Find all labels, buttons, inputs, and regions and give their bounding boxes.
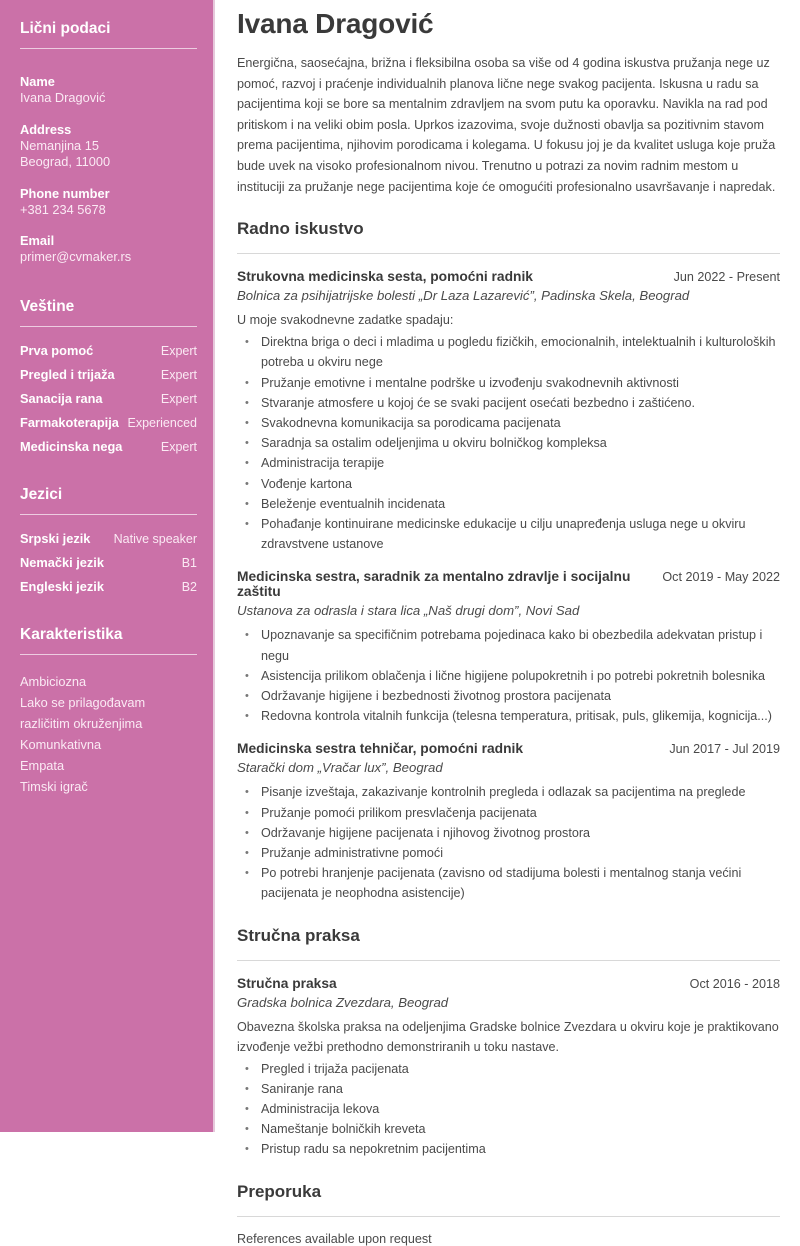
job-dates: Jun 2022 - Present — [673, 270, 780, 285]
experience-jobs — [237, 269, 780, 903]
reference-text: References available upon request — [237, 1231, 432, 1246]
job-dates: Jun 2017 - Jul 2019 — [669, 742, 780, 757]
sidebar-heading-personal: Lični podaci — [20, 20, 197, 49]
job-header — [237, 269, 780, 284]
job-dates: Oct 2019 - May 2022 — [662, 570, 780, 585]
job-title: Stručna praksa — [237, 975, 337, 991]
job-bullet: • Administracija lekova — [237, 1099, 780, 1119]
job-bullet: • Pisanje izveštaja, zakazivanje kontrolnih pregleda i odlazak sa pacijentima na preglede — [237, 782, 780, 802]
sidebar-section-languages — [20, 486, 197, 594]
job-bullet: • Pružanje administrativne pomoći — [237, 843, 780, 863]
section-divider — [237, 1216, 780, 1217]
skill-row-level: Expert — [160, 343, 197, 358]
characteristic-item: Empata — [20, 757, 65, 773]
job-bullet: • Redovna kontrola vitalnih funkcija (telesna temperatura, pritisak, puls, glikemija, kognicija...) — [237, 706, 780, 726]
job-bullet: • Svakodnevna komunikacija sa porodicama pacijenata — [237, 413, 780, 433]
job-bullet: • Saradnja sa ostalim odeljenjima u okviru bolničkog kompleksa — [237, 433, 780, 453]
field-value: Ivana Dragović — [20, 90, 106, 105]
practice-jobs — [237, 976, 780, 1160]
section-experience — [237, 219, 780, 903]
language-row-name: Srpski jezik — [20, 530, 91, 546]
skill-row-name: Farmakoterapija — [20, 414, 119, 430]
reference-heading: Preporuka — [237, 1181, 322, 1201]
job-bullet: • Upoznavanje sa specifičnim potrebama pojedinaca kako bi obezbedila adekvatan pristup i negu — [237, 625, 780, 665]
job-bullet: • Vođenje kartona — [237, 474, 780, 494]
job-bullet: • Održavanje higijene i bezbednosti životnog prostora pacijenata — [237, 686, 780, 706]
skill-row-name: Prva pomoć — [20, 342, 94, 358]
personal-field — [20, 185, 197, 219]
job-intro: Obavezna školska praksa na odeljenjima Gradske bolnice Zvezdara u okviru koje je praktikovano izvođenje vežbi prethodno demonstriranih u toku nastave. — [237, 1019, 779, 1054]
characteristic-item: Ambiciozna — [20, 673, 87, 689]
skills-list — [20, 343, 197, 454]
job-bullet: • Beleženje eventualnih incidenata — [237, 494, 780, 514]
language-row-level: Native speaker — [113, 531, 197, 546]
job-bullet: • Administracija terapije — [237, 453, 780, 473]
language-row — [20, 579, 197, 594]
section-divider — [237, 960, 780, 961]
language-row — [20, 555, 197, 570]
job-bullet: • Pregled i trijaža pacijenata — [237, 1059, 780, 1079]
job-title: Strukovna medicinska sesta, pomoćni radnik — [237, 269, 533, 285]
characteristic-item: Lako se prilagođavam različitim okruženjima — [20, 694, 146, 731]
job-bullets — [237, 625, 780, 726]
field-value: Nemanjina 15 — [20, 137, 99, 153]
section-reference — [237, 1182, 780, 1246]
job-title: Medicinska sestra, saradnik za mentalno zdravlje i socijalnu zaštitu — [237, 569, 631, 600]
languages-list — [20, 531, 197, 594]
sidebar — [0, 0, 215, 1132]
job-title: Medicinska sestra tehničar, pomoćni radnik — [237, 741, 524, 757]
job-company: Ustanova za odrasla i stara lica „Naš drugi dom”, Novi Sad — [237, 603, 580, 619]
skill-row-name: Sanacija rana — [20, 390, 103, 406]
personal-field — [20, 73, 197, 107]
job-company: Gradska bolnica Zvezdara, Beograd — [237, 994, 449, 1010]
practice-heading: Stručna praksa — [237, 925, 360, 945]
job-bullet: • Asistencija prilikom oblačenja i lične higijene polupokretnih i po potrebi pokretnih bolesnika — [237, 666, 780, 686]
skill-row-level: Expert — [160, 439, 197, 454]
field-label: Name — [20, 74, 55, 89]
language-row — [20, 531, 197, 546]
job-bullet: • Po potrebi hranjenje pacijenata (zavisno od stadijuma bolesti i mentalnog stanja većini pacijenata je neophodna asistencije) — [237, 863, 780, 903]
job-bullet: • Saniranje rana — [237, 1079, 780, 1099]
job-entry — [237, 569, 780, 726]
skill-row-level: Expert — [160, 391, 197, 406]
field-label: Phone number — [20, 185, 110, 201]
personal-field — [20, 121, 197, 171]
sidebar-heading-skills: Veštine — [20, 298, 197, 327]
field-value: primer@cvmaker.rs — [20, 249, 132, 264]
job-bullet: • Nameštanje bolničkih kreveta — [237, 1119, 780, 1139]
profile-summary: Energična, saosećajna, brižna i fleksibilna osoba sa više od 4 godina iskustva pružanja nege uz pomoć, razvoj i praćenje individualnih planova lične nege svakog pacijenta. Iskusna u radu sa pacijentima koji se bore sa mentalnim zdravljem na svom putu ka oporavku. Navikla na rad pod pritiskom i na veliki obim posla. Uprkos izazovima, svoje dužnosti obavlja sa pozitivnim stavom prema pacijentima, njihovim porodicama i kolegama. U fokusu joj je da kvalitet usluga koje pruža bude uvek na visoko profesionalnom nivou. Trenutno u potrazi za novim radnim mestom u instituciji za pružanje nege pacijentima koje će omogućiti profesionalno usavršavanje i napredak. — [237, 56, 776, 194]
language-row-name: Engleski jezik — [20, 578, 104, 594]
job-bullets — [237, 1059, 780, 1160]
job-dates: Oct 2016 - 2018 — [689, 976, 780, 991]
job-entry — [237, 741, 780, 903]
skill-row — [20, 343, 197, 358]
job-bullet: • Pružanje pomoći prilikom presvlačenja pacijenata — [237, 803, 780, 823]
characteristics-list — [20, 671, 197, 797]
job-bullet: • Pohađanje kontinuirane medicinske edukacije u cilju unapređenja usluga nege u okviru zdravstvene ustanove — [237, 514, 780, 554]
job-bullet: • Održavanje higijene pacijenata i njihovog životnog prostora — [237, 823, 780, 843]
job-bullet: • Stvaranje atmosfere u kojoj će se svaki pacijent osećati bezbedno i zaštićeno. — [237, 393, 780, 413]
field-label: Email — [20, 233, 55, 248]
job-bullets — [237, 782, 780, 903]
language-row-level: B2 — [181, 579, 197, 594]
job-bullet: • Pristup radu sa nepokretnim pacijentima — [237, 1139, 780, 1159]
skill-row — [20, 367, 197, 382]
job-header — [237, 741, 780, 756]
sidebar-section-skills — [20, 298, 197, 454]
field-value: +381 234 5678 — [20, 201, 106, 217]
sidebar-heading-characteristics: Karakteristika — [20, 626, 197, 655]
characteristic-item: Komunkativna — [20, 736, 102, 752]
skill-row-name: Pregled i trijaža — [20, 366, 115, 382]
skill-row — [20, 415, 197, 430]
personal-fields — [20, 73, 197, 266]
sidebar-heading-languages: Jezici — [20, 486, 197, 515]
job-company: Bolnica za psihijatrijske bolesti „Dr Laza Lazarević”, Padinska Skela, Beograd — [237, 288, 690, 304]
skill-row — [20, 439, 197, 454]
skill-row-name: Medicinska nega — [20, 438, 123, 454]
job-entry — [237, 976, 780, 1160]
personal-field — [20, 232, 197, 266]
job-header — [237, 569, 780, 599]
experience-heading: Radno iskustvo — [237, 219, 364, 239]
field-value: Beograd, 11000 — [20, 154, 111, 169]
job-entry — [237, 269, 780, 554]
job-header — [237, 976, 780, 991]
skill-row-level: Experienced — [127, 415, 197, 430]
section-divider — [237, 253, 780, 254]
job-company: Starački dom „Vračar lux”, Beograd — [237, 760, 443, 776]
sidebar-section-characteristics — [20, 626, 197, 797]
skill-row — [20, 391, 197, 406]
language-row-level: B1 — [181, 555, 197, 570]
section-practice — [237, 926, 780, 1160]
skill-row-level: Expert — [160, 367, 197, 382]
job-bullet: • Direktna briga o deci i mladima u pogledu fizičkih, emocionalnih, intelektualnih i kulturoloških potreba u okviru nege — [237, 332, 780, 372]
characteristic-item: Timski igrač — [20, 778, 88, 794]
job-bullet: • Pružanje emotivne i mentalne podrške u izvođenju svakodnevnih aktivnosti — [237, 373, 780, 393]
job-intro: U moje svakodnevne zadatke spadaju: — [237, 313, 454, 328]
sidebar-section-personal — [20, 20, 197, 266]
job-bullets — [237, 332, 780, 554]
main-content — [215, 0, 800, 1246]
candidate-name: Ivana Dragović — [237, 8, 434, 39]
field-label: Address — [20, 121, 72, 137]
language-row-name: Nemački jezik — [20, 554, 104, 570]
